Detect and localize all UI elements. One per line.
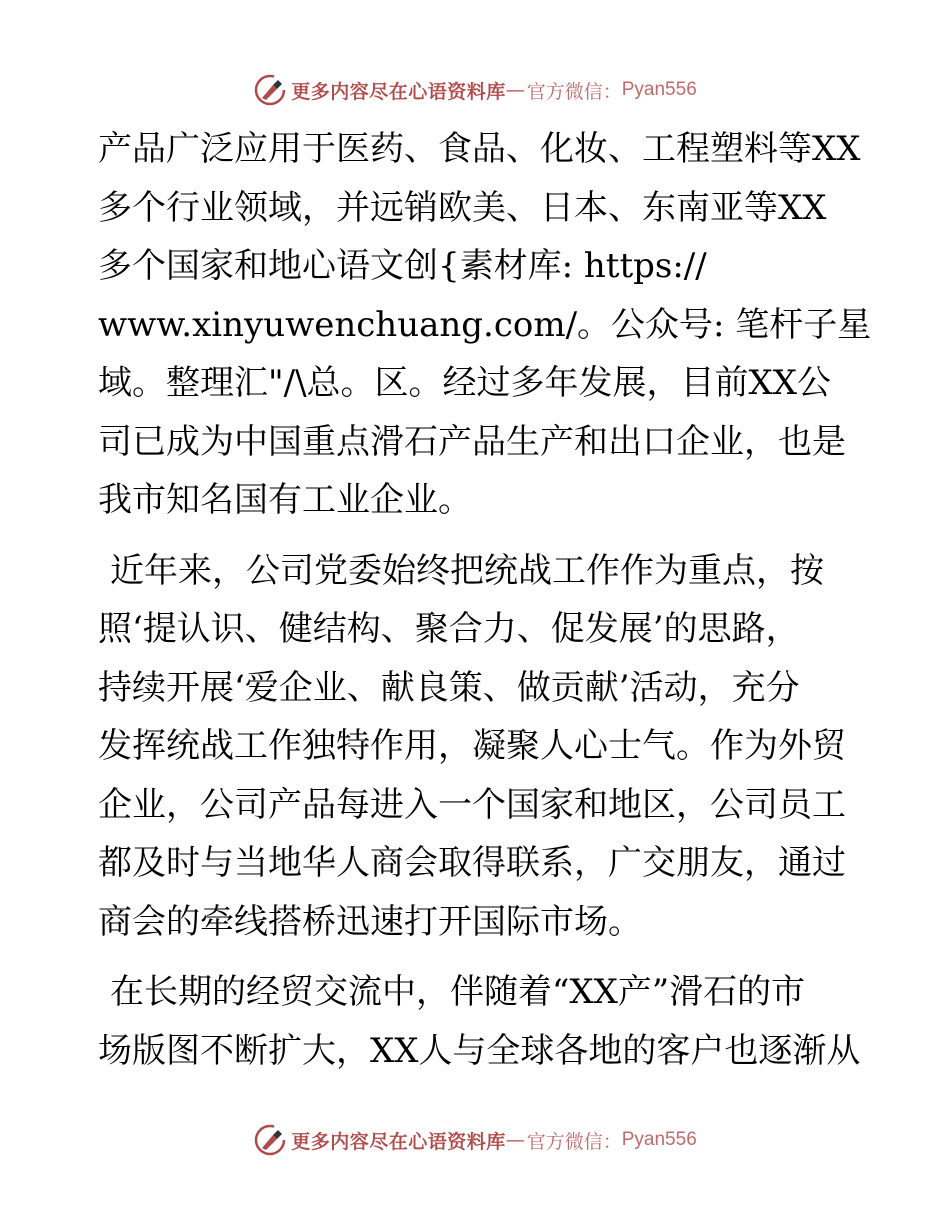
text-line: 发挥统战工作独特作用，凝聚人心士气。作为外贸 [98,726,846,766]
text-line: 持续开展‘爱企业、献良策、做贡献’活动，充分 [98,667,800,708]
document-body [98,120,872,1080]
text-line: 我市知名国有工业企业。 [98,480,472,520]
text-line: 商会的牵线搭桥迅速打开国际市场。 [98,901,642,942]
footer-wechat-label: 官方微信： [526,1130,622,1153]
text-line: 场版图不断扩大，XX人与全球各地的客户也逐渐从 [98,1030,861,1071]
text-line: 多个国家和地心语文创{素材库: https:// [98,246,707,286]
header-watermark-banner [0,70,950,110]
footer-dash: — [505,1129,525,1151]
text-line: 企业，公司产品每进入一个国家和地区，公司员工 [98,784,846,825]
footer-watermark-banner [0,1120,950,1160]
header-wechat-id: Pyan556 [621,79,697,100]
header-wechat-label: 官方微信： [526,80,622,103]
header-brand-text: 更多内容尽在心语资料库 [291,80,506,103]
pen-nib-icon [253,1123,287,1157]
paragraph-3 [98,963,868,1080]
text-line: www.xinyuwenchuang.com/。公众号: 笔杆子星 [98,304,872,345]
text-line: 都及时与当地华人商会取得联系，广交朋友，通过 [98,843,846,883]
paragraph-2 [98,542,868,952]
text-line: 照‘提认识、健结构、聚合力、促发展’的思路， [98,609,800,649]
text-line: 司已成为中国重点滑石产品生产和出口企业，也是 [98,421,846,462]
footer-brand-text: 更多内容尽在心语资料库 [291,1130,506,1153]
paragraph-1 [98,120,872,530]
header-dash: — [505,79,525,101]
footer-wechat-id: Pyan556 [621,1129,697,1150]
text-line: 产品广泛应用于医药、食品、化妆、工程塑料等XX [98,129,861,169]
text-line: 多个行业领域，并远销欧美、日本、东南亚等XX [98,187,827,228]
text-line: 在长期的经贸交流中，伴随着“XX产”滑石的市 [110,972,806,1012]
text-line: 近年来，公司党委始终把统战工作作为重点，按 [110,550,824,591]
text-line: 域。整理汇"/\总。区。经过多年发展，目前XX公 [98,363,831,403]
pen-nib-icon [253,73,287,107]
